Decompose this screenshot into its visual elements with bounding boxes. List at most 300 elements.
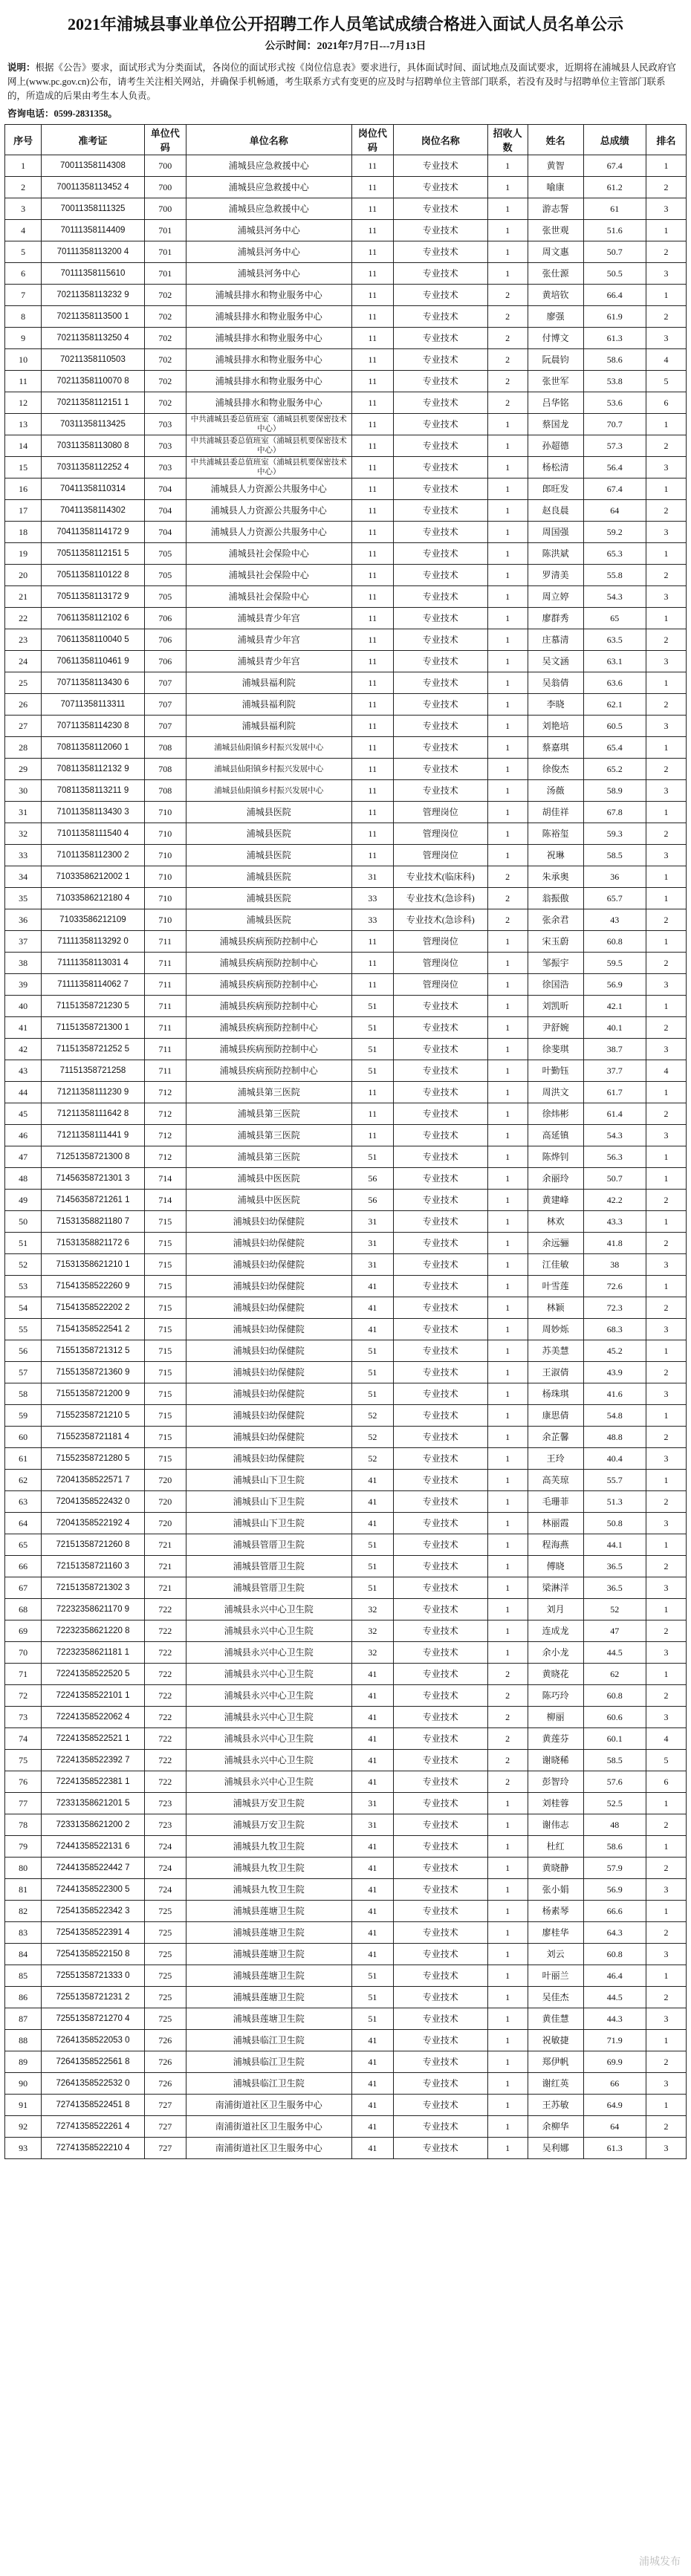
cell-exam-id: 71111358114062 7	[42, 974, 144, 996]
cell-unit-name: 浦城县永兴中心卫生院	[186, 1664, 351, 1685]
cell-quota: 1	[487, 651, 528, 672]
cell-seq: 5	[5, 241, 42, 263]
cell-post-code: 41	[351, 1858, 393, 1879]
cell-post-code: 41	[351, 2051, 393, 2073]
cell-post-name: 专业技术	[393, 285, 487, 306]
cell-rank: 1	[646, 1168, 687, 1190]
cell-quota: 2	[487, 1750, 528, 1771]
cell-post-name: 专业技术	[393, 1879, 487, 1901]
cell-post-code: 11	[351, 974, 393, 996]
cell-post-name: 专业技术	[393, 392, 487, 414]
cell-name: 周妙烁	[528, 1319, 583, 1340]
cell-seq: 41	[5, 1017, 42, 1039]
cell-rank: 4	[646, 1060, 687, 1082]
table-row	[5, 522, 687, 543]
cell-unit-code: 711	[144, 996, 186, 1017]
cell-post-code: 11	[351, 198, 393, 220]
table-row	[5, 1814, 687, 1836]
table-row	[5, 1577, 687, 1599]
cell-post-code: 32	[351, 1620, 393, 1642]
cell-quota: 1	[487, 1276, 528, 1297]
cell-name: 徐国浩	[528, 974, 583, 996]
cell-name: 赵良晨	[528, 500, 583, 522]
cell-unit-name: 浦城县管厝卫生院	[186, 1577, 351, 1599]
cell-name: 连成龙	[528, 1620, 583, 1642]
cell-seq: 11	[5, 371, 42, 392]
cell-rank: 3	[646, 974, 687, 996]
cell-post-name: 专业技术	[393, 1836, 487, 1858]
cell-post-name: 管理岗位	[393, 974, 487, 996]
cell-unit-name: 中共浦城县委总值班室（浦城县机要保密技术中心）	[186, 435, 351, 457]
cell-post-code: 52	[351, 1405, 393, 1427]
cell-unit-name: 浦城县青少年宫	[186, 651, 351, 672]
cell-name: 吕华铭	[528, 392, 583, 414]
cell-name: 余小龙	[528, 1642, 583, 1664]
cell-name: 高延镇	[528, 1125, 583, 1146]
cell-exam-id: 71456358721261 1	[42, 1190, 144, 1211]
cell-unit-name: 南浦街道社区卫生服务中心	[186, 2138, 351, 2159]
cell-exam-id: 71151358721230 5	[42, 996, 144, 1017]
cell-score: 58.9	[583, 780, 646, 802]
table-row	[5, 1297, 687, 1319]
cell-unit-name: 浦城县万安卫生院	[186, 1793, 351, 1814]
cell-quota: 2	[487, 371, 528, 392]
table-row	[5, 1793, 687, 1814]
cell-post-name: 专业技术	[393, 1017, 487, 1039]
cell-name: 祝琳	[528, 845, 583, 866]
cell-score: 64	[583, 2116, 646, 2138]
cell-rank: 3	[646, 780, 687, 802]
cell-exam-id: 70211358113500 1	[42, 306, 144, 328]
cell-rank: 1	[646, 672, 687, 694]
cell-rank: 1	[646, 1470, 687, 1491]
publicity-period: 公示时间：2021年7月7日---7月13日	[265, 41, 426, 52]
cell-post-code: 41	[351, 2030, 393, 2051]
cell-name: 张世军	[528, 371, 583, 392]
cell-name: 周国强	[528, 522, 583, 543]
cell-post-name: 管理岗位	[393, 823, 487, 845]
cell-name: 汤薇	[528, 780, 583, 802]
cell-post-name: 专业技术	[393, 220, 487, 241]
cell-score: 72.6	[583, 1276, 646, 1297]
cell-exam-id: 70311358113080 8	[42, 435, 144, 457]
cell-unit-name: 浦城县永兴中心卫生院	[186, 1750, 351, 1771]
cell-unit-name: 浦城县莲塘卫生院	[186, 1965, 351, 1987]
cell-post-code: 11	[351, 1125, 393, 1146]
cell-seq: 67	[5, 1577, 42, 1599]
cell-unit-name: 浦城县排水和物业服务中心	[186, 285, 351, 306]
cell-unit-code: 722	[144, 1750, 186, 1771]
cell-post-name: 专业技术	[393, 1060, 487, 1082]
cell-unit-name: 浦城县人力资源公共服务中心	[186, 522, 351, 543]
cell-name: 徐斐琪	[528, 1039, 583, 1060]
cell-post-name: 专业技术	[393, 1793, 487, 1814]
cell-exam-id: 72232358621181 1	[42, 1642, 144, 1664]
table-row	[5, 1319, 687, 1340]
cell-score: 71.9	[583, 2030, 646, 2051]
cell-unit-name: 浦城县第三医院	[186, 1146, 351, 1168]
cell-rank: 2	[646, 953, 687, 974]
cell-name: 杜红	[528, 1836, 583, 1858]
cell-unit-name: 浦城县疾病预防控制中心	[186, 1017, 351, 1039]
cell-exam-id: 70311358113425	[42, 414, 144, 435]
cell-unit-name: 浦城县临江卫生院	[186, 2030, 351, 2051]
cell-exam-id: 72641358522053 0	[42, 2030, 144, 2051]
cell-unit-code: 723	[144, 1793, 186, 1814]
cell-score: 50.7	[583, 1168, 646, 1190]
cell-seq: 43	[5, 1060, 42, 1082]
cell-post-name: 专业技术	[393, 1190, 487, 1211]
cell-score: 50.8	[583, 1513, 646, 1534]
cell-score: 47	[583, 1620, 646, 1642]
cell-rank: 1	[646, 1901, 687, 1922]
cell-exam-id: 70611358112102 6	[42, 608, 144, 629]
cell-quota: 1	[487, 1383, 528, 1405]
cell-seq: 52	[5, 1254, 42, 1276]
cell-exam-id: 72441358522131 6	[42, 1836, 144, 1858]
cell-seq: 89	[5, 2051, 42, 2073]
cell-unit-name: 浦城县河务中心	[186, 263, 351, 285]
cell-quota: 1	[487, 694, 528, 716]
table-row	[5, 931, 687, 953]
cell-exam-id: 71552358721280 5	[42, 1448, 144, 1470]
cell-rank: 2	[646, 1858, 687, 1879]
cell-score: 37.7	[583, 1060, 646, 1082]
cell-quota: 2	[487, 866, 528, 888]
cell-unit-code: 711	[144, 1060, 186, 1082]
cell-score: 58.6	[583, 1836, 646, 1858]
cell-score: 65.7	[583, 888, 646, 909]
cell-rank: 1	[646, 737, 687, 759]
cell-exam-id: 72741358522261 4	[42, 2116, 144, 2138]
cell-quota: 1	[487, 1211, 528, 1233]
cell-name: 张余君	[528, 909, 583, 931]
cell-exam-id: 70211358110503	[42, 349, 144, 371]
table-row	[5, 974, 687, 996]
cell-unit-name: 浦城县第三医院	[186, 1082, 351, 1103]
results-table	[4, 124, 687, 2159]
cell-unit-name: 浦城县疾病预防控制中心	[186, 931, 351, 953]
cell-post-code: 11	[351, 349, 393, 371]
cell-seq: 56	[5, 1340, 42, 1362]
cell-quota: 1	[487, 1470, 528, 1491]
cell-quota: 1	[487, 198, 528, 220]
cell-unit-code: 703	[144, 435, 186, 457]
table-row	[5, 1039, 687, 1060]
cell-rank: 1	[646, 608, 687, 629]
cell-post-name: 专业技术	[393, 780, 487, 802]
table-row	[5, 1599, 687, 1620]
cell-quota: 1	[487, 1254, 528, 1276]
cell-post-name: 专业技术	[393, 1599, 487, 1620]
cell-name: 江佳敏	[528, 1254, 583, 1276]
cell-post-name: 专业技术	[393, 759, 487, 780]
cell-post-name: 专业技术(临床科)	[393, 866, 487, 888]
cell-unit-name: 浦城县中医医院	[186, 1190, 351, 1211]
watermark: 浦城发布	[639, 2555, 681, 2567]
cell-exam-id: 70611358110040 5	[42, 629, 144, 651]
table-row	[5, 1470, 687, 1491]
cell-quota: 1	[487, 1233, 528, 1254]
cell-score: 60.8	[583, 1685, 646, 1707]
cell-quota: 2	[487, 392, 528, 414]
cell-name: 周文惠	[528, 241, 583, 263]
cell-unit-name: 浦城县排水和物业服务中心	[186, 349, 351, 371]
cell-unit-name: 浦城县妇幼保健院	[186, 1340, 351, 1362]
cell-exam-id: 72331358621201 5	[42, 1793, 144, 1814]
cell-name: 刘云	[528, 1944, 583, 1965]
cell-rank: 3	[646, 1383, 687, 1405]
cell-score: 72.3	[583, 1297, 646, 1319]
cell-name: 陈巧玲	[528, 1685, 583, 1707]
cell-quota: 1	[487, 1491, 528, 1513]
cell-post-code: 41	[351, 1879, 393, 1901]
cell-post-code: 41	[351, 1685, 393, 1707]
cell-name: 杨珠琪	[528, 1383, 583, 1405]
table-row	[5, 1879, 687, 1901]
cell-quota: 1	[487, 780, 528, 802]
cell-name: 谢红英	[528, 2073, 583, 2095]
cell-rank: 1	[646, 996, 687, 1017]
cell-name: 苏美慧	[528, 1340, 583, 1362]
header-post-code: 岗位代码	[351, 125, 393, 155]
cell-rank: 1	[646, 220, 687, 241]
cell-score: 60.5	[583, 716, 646, 737]
cell-unit-code: 700	[144, 198, 186, 220]
cell-quota: 1	[487, 823, 528, 845]
cell-unit-name: 浦城县九牧卫生院	[186, 1836, 351, 1858]
cell-quota: 1	[487, 759, 528, 780]
cell-exam-id: 71011358112300 2	[42, 845, 144, 866]
cell-seq: 58	[5, 1383, 42, 1405]
cell-post-code: 33	[351, 888, 393, 909]
cell-post-code: 11	[351, 478, 393, 500]
cell-post-code: 11	[351, 716, 393, 737]
cell-post-name: 专业技术	[393, 2116, 487, 2138]
cell-score: 59.3	[583, 823, 646, 845]
cell-rank: 5	[646, 1750, 687, 1771]
cell-rank: 2	[646, 1297, 687, 1319]
cell-unit-name: 浦城县医院	[186, 866, 351, 888]
table-row	[5, 177, 687, 198]
cell-quota: 2	[487, 306, 528, 328]
cell-seq: 21	[5, 586, 42, 608]
cell-quota: 1	[487, 931, 528, 953]
cell-unit-name: 浦城县临江卫生院	[186, 2051, 351, 2073]
cell-score: 63.6	[583, 672, 646, 694]
cell-exam-id: 72441358522300 5	[42, 1879, 144, 1901]
cell-post-code: 11	[351, 457, 393, 478]
cell-seq: 84	[5, 1944, 42, 1965]
cell-name: 刘月	[528, 1599, 583, 1620]
cell-seq: 72	[5, 1685, 42, 1707]
cell-unit-code: 725	[144, 1944, 186, 1965]
cell-post-name: 专业技术	[393, 1254, 487, 1276]
cell-exam-id: 71551358721200 9	[42, 1383, 144, 1405]
cell-unit-name: 浦城县医院	[186, 909, 351, 931]
cell-score: 66.6	[583, 1901, 646, 1922]
cell-unit-name: 浦城县仙阳镇乡村振兴发展中心	[186, 759, 351, 780]
cell-score: 63.5	[583, 629, 646, 651]
cell-unit-code: 721	[144, 1534, 186, 1556]
header-quota: 招收人数	[487, 125, 528, 155]
cell-unit-name: 浦城县社会保险中心	[186, 586, 351, 608]
cell-score: 66	[583, 2073, 646, 2095]
cell-post-name: 专业技术	[393, 155, 487, 177]
table-row	[5, 694, 687, 716]
cell-rank: 4	[646, 349, 687, 371]
cell-score: 53.6	[583, 392, 646, 414]
cell-unit-code: 705	[144, 586, 186, 608]
cell-quota: 1	[487, 2008, 528, 2030]
cell-post-code: 41	[351, 1944, 393, 1965]
cell-score: 44.5	[583, 1987, 646, 2008]
cell-post-name: 专业技术	[393, 1685, 487, 1707]
cell-exam-id: 71033586212109	[42, 909, 144, 931]
cell-name: 彭智玲	[528, 1771, 583, 1793]
cell-name: 刘凯昕	[528, 996, 583, 1017]
cell-seq: 76	[5, 1771, 42, 1793]
table-row	[5, 1965, 687, 1987]
cell-unit-name: 浦城县河务中心	[186, 220, 351, 241]
cell-seq: 45	[5, 1103, 42, 1125]
cell-seq: 4	[5, 220, 42, 241]
cell-post-code: 11	[351, 435, 393, 457]
cell-post-name: 专业技术	[393, 241, 487, 263]
cell-post-code: 52	[351, 1448, 393, 1470]
cell-post-name: 专业技术	[393, 328, 487, 349]
cell-score: 36	[583, 866, 646, 888]
cell-unit-name: 浦城县福利院	[186, 716, 351, 737]
cell-quota: 1	[487, 1060, 528, 1082]
cell-post-name: 管理岗位	[393, 953, 487, 974]
cell-post-name: 专业技术	[393, 349, 487, 371]
cell-rank: 4	[646, 1728, 687, 1750]
cell-name: 张世观	[528, 220, 583, 241]
cell-unit-code: 701	[144, 241, 186, 263]
cell-rank: 2	[646, 1556, 687, 1577]
cell-exam-id: 72331358621200 2	[42, 1814, 144, 1836]
cell-rank: 1	[646, 1664, 687, 1685]
cell-unit-code: 727	[144, 2138, 186, 2159]
cell-unit-code: 705	[144, 543, 186, 565]
cell-unit-name: 浦城县第三医院	[186, 1103, 351, 1125]
cell-unit-code: 714	[144, 1190, 186, 1211]
cell-quota: 2	[487, 1771, 528, 1793]
table-row	[5, 1642, 687, 1664]
cell-exam-id: 72041358522192 4	[42, 1513, 144, 1534]
cell-post-name: 专业技术	[393, 306, 487, 328]
table-row	[5, 263, 687, 285]
cell-exam-id: 71541358522541 2	[42, 1319, 144, 1340]
cell-quota: 1	[487, 177, 528, 198]
table-row	[5, 2116, 687, 2138]
cell-post-code: 51	[351, 1383, 393, 1405]
cell-unit-name: 浦城县福利院	[186, 672, 351, 694]
table-row	[5, 457, 687, 478]
cell-name: 陈烨钊	[528, 1146, 583, 1168]
cell-quota: 1	[487, 522, 528, 543]
cell-rank: 3	[646, 2073, 687, 2095]
cell-name: 陈裕玺	[528, 823, 583, 845]
cell-name: 廖强	[528, 306, 583, 328]
cell-name: 陈洪斌	[528, 543, 583, 565]
cell-name: 阮晨钧	[528, 349, 583, 371]
cell-quota: 1	[487, 672, 528, 694]
cell-seq: 30	[5, 780, 42, 802]
cell-rank: 2	[646, 2051, 687, 2073]
cell-seq: 46	[5, 1125, 42, 1146]
cell-unit-name: 浦城县人力资源公共服务中心	[186, 478, 351, 500]
cell-score: 60.6	[583, 1707, 646, 1728]
cell-post-code: 31	[351, 1233, 393, 1254]
cell-post-name: 管理岗位	[393, 845, 487, 866]
table-row	[5, 2051, 687, 2073]
cell-exam-id: 70511358113172 9	[42, 586, 144, 608]
cell-post-code: 41	[351, 1470, 393, 1491]
table-row	[5, 1944, 687, 1965]
cell-quota: 1	[487, 629, 528, 651]
cell-exam-id: 72151358721302 3	[42, 1577, 144, 1599]
cell-seq: 77	[5, 1793, 42, 1814]
cell-unit-name: 浦城县妇幼保健院	[186, 1427, 351, 1448]
cell-post-name: 专业技术	[393, 1707, 487, 1728]
cell-exam-id: 70111358115610	[42, 263, 144, 285]
cell-score: 43.3	[583, 1211, 646, 1233]
cell-post-code: 41	[351, 1771, 393, 1793]
table-row	[5, 1340, 687, 1362]
cell-exam-id: 72241358522062 4	[42, 1707, 144, 1728]
cell-unit-name: 浦城县妇幼保健院	[186, 1211, 351, 1233]
cell-seq: 82	[5, 1901, 42, 1922]
cell-rank: 2	[646, 1190, 687, 1211]
cell-unit-code: 722	[144, 1664, 186, 1685]
table-row	[5, 1491, 687, 1513]
cell-exam-id: 70011358113452 4	[42, 177, 144, 198]
cell-unit-name: 浦城县妇幼保健院	[186, 1254, 351, 1276]
cell-unit-name: 浦城县管厝卫生院	[186, 1556, 351, 1577]
cell-post-name: 专业技术	[393, 177, 487, 198]
table-row	[5, 1060, 687, 1082]
cell-post-code: 11	[351, 392, 393, 414]
cell-rank: 2	[646, 306, 687, 328]
cell-rank: 3	[646, 1707, 687, 1728]
cell-post-name: 专业技术	[393, 2138, 487, 2159]
cell-seq: 34	[5, 866, 42, 888]
table-row	[5, 198, 687, 220]
cell-post-name: 专业技术	[393, 716, 487, 737]
cell-post-code: 11	[351, 285, 393, 306]
cell-unit-name: 浦城县临江卫生院	[186, 2073, 351, 2095]
cell-unit-name: 浦城县永兴中心卫生院	[186, 1771, 351, 1793]
cell-seq: 9	[5, 328, 42, 349]
cell-unit-name: 浦城县山下卫生院	[186, 1470, 351, 1491]
cell-exam-id: 72241358522392 7	[42, 1750, 144, 1771]
cell-score: 38.7	[583, 1039, 646, 1060]
cell-rank: 2	[646, 694, 687, 716]
cell-name: 李晓	[528, 694, 583, 716]
cell-quota: 1	[487, 1620, 528, 1642]
cell-exam-id: 70411358110314	[42, 478, 144, 500]
cell-quota: 1	[487, 1319, 528, 1340]
cell-rank: 3	[646, 522, 687, 543]
cell-rank: 2	[646, 1103, 687, 1125]
cell-name: 廖群秀	[528, 608, 583, 629]
cell-quota: 1	[487, 2095, 528, 2116]
cell-seq: 31	[5, 802, 42, 823]
cell-rank: 1	[646, 1599, 687, 1620]
cell-post-code: 33	[351, 909, 393, 931]
